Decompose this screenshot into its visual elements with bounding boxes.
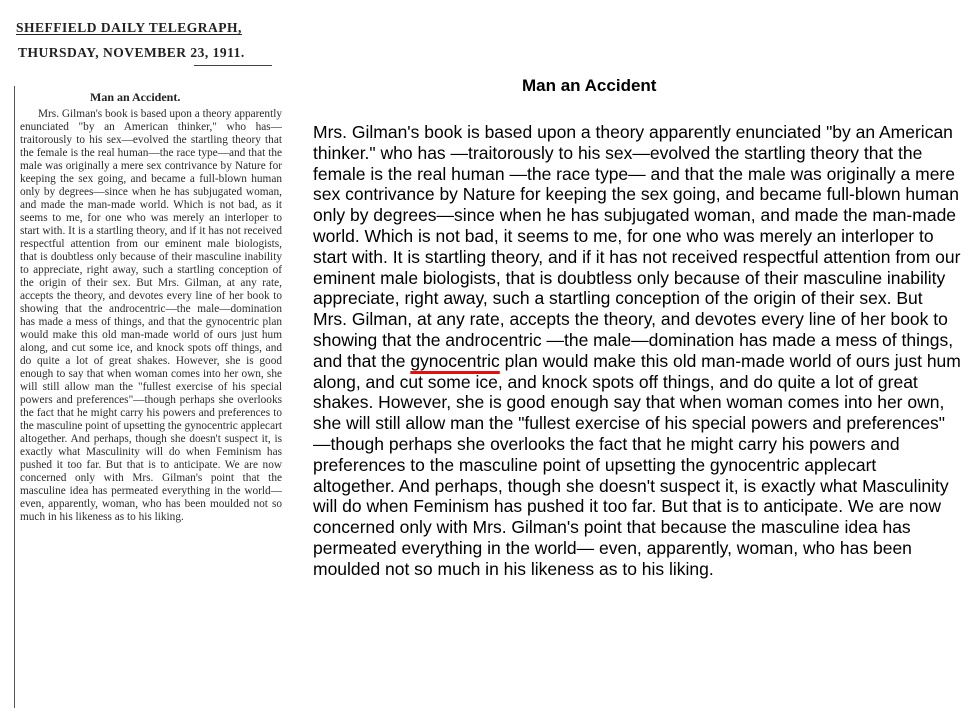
article-text-after: plan would make this old man-made world of ours just hum along, and cut some ice, and knock spots off things, and do quite a lot of great shakes. However, she is good enough say that when woman comes into her own, she will still allow man the "fullest exercise of his special powers and preferences" —though perhaps she overlooks the fact that he might carry his powers and preferences to the masculine point of upsetting the gynocentric applecart altogether. And perhaps, though she doesn't suspect it, is exactly what Masculinity will do when Feminism has pushed it too far. But that is to anticipate. We are now concerned only with Mrs. Gilman's point that because the masculine idea has permeated everything in the world— even, apparently, woman, who has been moulded not so much in his likeness as to his liking.: [313, 350, 961, 579]
highlighted-word: gynocentric: [410, 350, 500, 371]
article-title: Man an Accident: [522, 76, 657, 95]
clipping-heading: Man an Accident.: [90, 90, 181, 104]
masthead-title: SHEFFIELD DAILY TELEGRAPH,: [16, 20, 242, 35]
masthead-rule: [194, 65, 272, 66]
masthead-date: THURSDAY, NOVEMBER 23, 1911.: [18, 45, 245, 60]
newspaper-clipping: [14, 14, 286, 714]
clipping-body: Mrs. Gilman's book is based upon a theory apparently enunciated "by an American thinker," who has—traitorously to his sex—evolved the startling theory that the female is the real human—the race type—and that the male was originally a mere sex contrivance by Nature for keeping the sex going, and became a full-blown human only by degrees—since when he has subjugated woman, and made the man-made world. Which is not bad, as it seems to me, for one who was merely an interloper to start with. It is a startling theory, and if it has not received respectful attention from our eminent male biologists, that is doubtless only because of their masculine inability to appreciate, right away, such a startling conception of the origin of their sex. But Mrs. Gilman, at any rate, accepts the theory, and devotes every line of her book to showing that the androcentric—the male—domination has made a mess of things, and that the gynocentric plan would make this old man-made world of ours just hum along, and cut some ice, and knock spots off things, and do quite a lot of great shakes. However, she is good enough to say that when woman comes into her own, she will still allow man the "fullest exercise of his special powers and preferences"—though perhaps she overlooks the fact that he might carry his powers and preferences to the masculine point of upsetting the gynocentric applecart altogether. And perhaps, though she doesn't suspect it, is exactly what Masculinity will do when Feminism has pushed it too far. But that is to anticipate. We are now concerned only with Mrs. Gilman's point that the masculine idea has permeated everything in the world—even, apparently, woman, who has been moulded not so much in his likeness as to his liking.: [20, 108, 282, 523]
article-body: [313, 122, 961, 580]
article-text-before: Mrs. Gilman's book is based upon a theory apparently enunciated "by an American thinker." who has —traitorously to his sex—evolved the startling theory that the female is the real human —the race type— and that the male was originally a mere sex contrivance by Nature for keeping the sex going, and became full-blown human only by degrees—since when he has subjugated woman, and made the man-made world. Which is not bad, it seems to me, for one who was merely an interloper to start with. It is startling theory, and if it has not received respectful attention from our eminent male biologists, that is doubtless only because of their masculine inability appreciate, right away, such a startling conception of the origin of their sex. But Mrs. Gilman, at any rate, accepts the theory, and devotes every line of her book to showing that the androcentric —the male—domination has made a mess of things, and that the: [313, 122, 961, 371]
